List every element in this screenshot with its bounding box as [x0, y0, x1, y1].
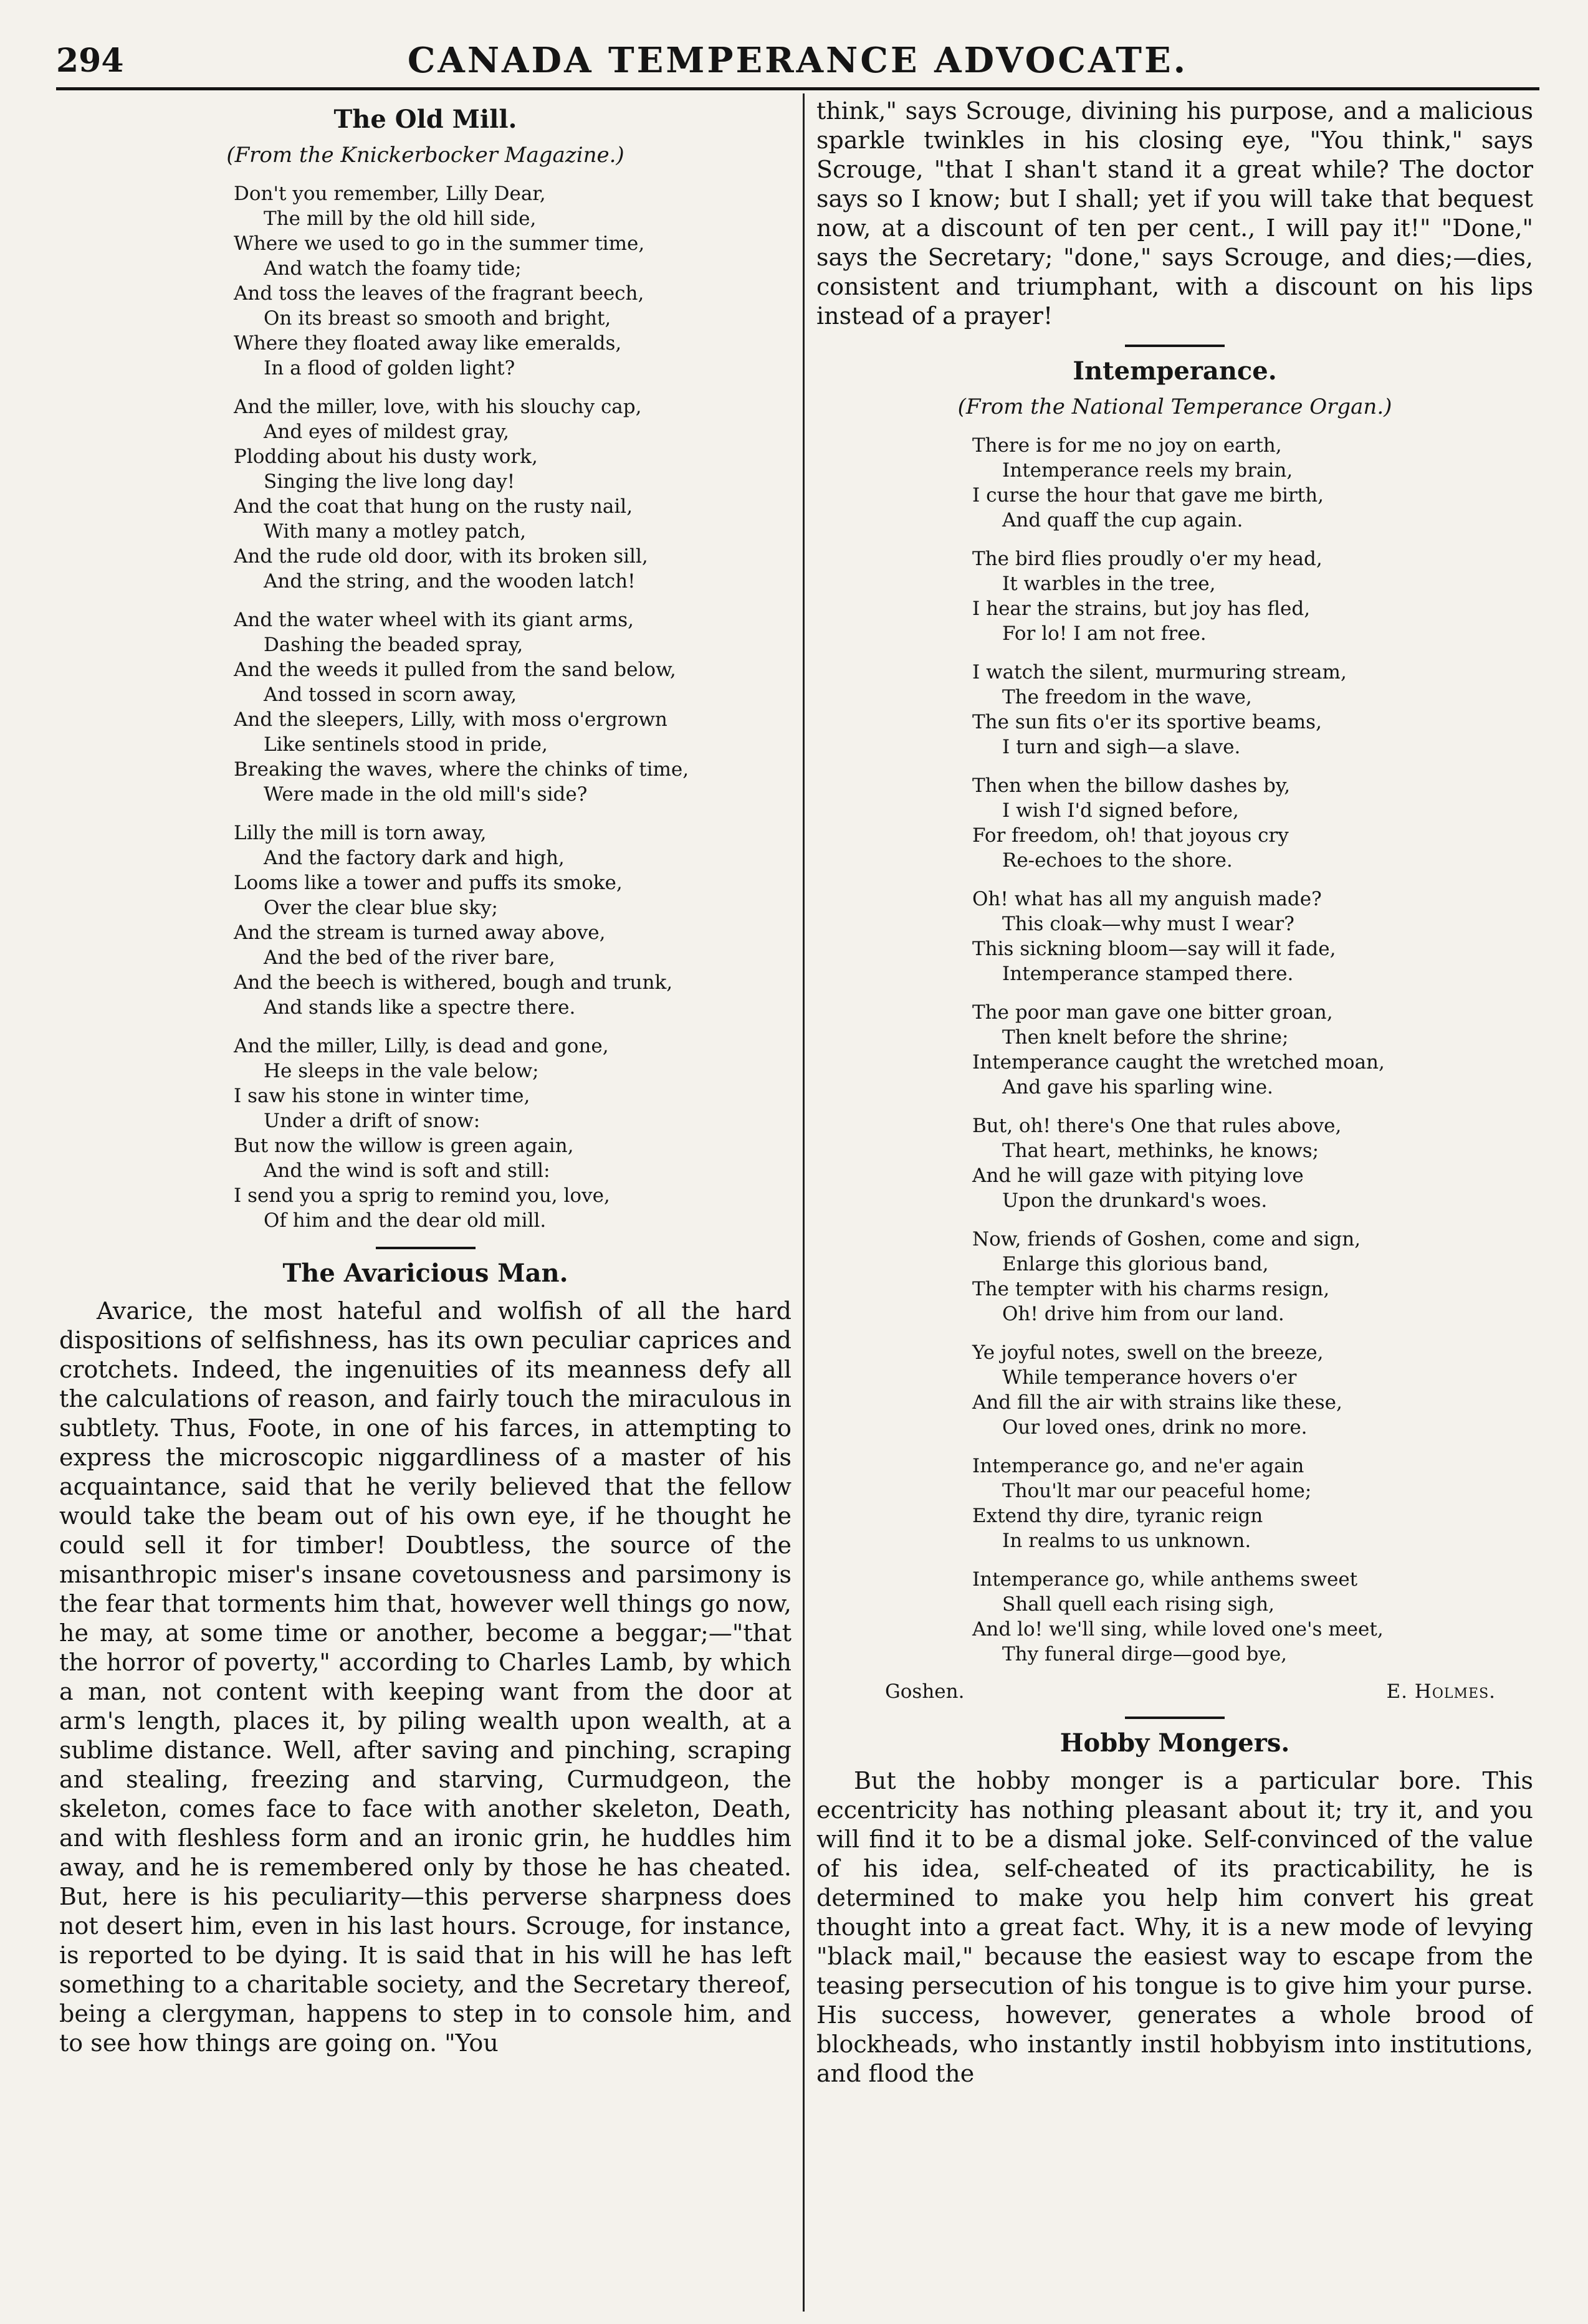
hobby-title: Hobby Mongers.	[1059, 1728, 1290, 1758]
poem-line: And the rude old door, with its broken sill,	[234, 545, 648, 568]
poem-line: Our loved ones, drink no more.	[1002, 1416, 1308, 1439]
poem-line: And gave his sparling wine.	[1002, 1076, 1273, 1098]
intemperance-title: Intemperance.	[1073, 356, 1277, 386]
old-mill-source: (From the Knickerbocker Magazine.)	[226, 143, 624, 168]
section-separator	[1125, 1717, 1225, 1719]
poem-line: Were made in the old mill's side?	[264, 783, 588, 806]
header-rule	[56, 87, 1539, 90]
poem-line: But now the willow is green again,	[234, 1135, 574, 1157]
old-mill-title: The Old Mill.	[333, 105, 517, 134]
poem-stanza	[972, 1000, 1533, 1100]
poem-line: He sleeps in the vale below;	[264, 1060, 539, 1082]
poem-line: Oh! drive him from our land.	[1002, 1303, 1284, 1325]
poem-line: Shall quell each rising sigh,	[1002, 1593, 1275, 1616]
section-separator	[1125, 345, 1225, 347]
poem-line: Of him and the dear old mill.	[264, 1209, 547, 1232]
poem-line: And the wind is soft and still:	[264, 1160, 550, 1182]
poem-stanza	[972, 660, 1533, 760]
poem-line: And the miller, Lilly, is dead and gone,	[234, 1035, 609, 1057]
poem-line: And the string, and the wooden latch!	[264, 570, 636, 593]
poem-line: It warbles in the tree,	[1002, 573, 1216, 595]
poem-line: I hear the strains, but joy has fled,	[972, 598, 1311, 620]
poem-line: And the beech is withered, bough and trunk,	[234, 971, 673, 994]
poem-line: Intemperance stamped there.	[1002, 963, 1294, 985]
poem-line: And fill the air with strains like these,	[972, 1391, 1342, 1414]
signature-place: Goshen.	[885, 1680, 965, 1703]
poem-line: The poor man gave one bitter groan,	[972, 1001, 1333, 1024]
column-divider	[803, 93, 805, 2312]
avaricious-text: Avarice, the most hateful and wolfish of all the hard dispositions of selfishness, has its own peculiar caprices and crotchets. Indeed, the ingenuities of its meanness defy all the calculations of reason, and fairly touch the miraculous in subtlety. Thus, Foote, in one of his farces, in attempting to express the microscopic niggardliness of a master of his acquaintance, said that he verily believed that the fellow would take the beam out of his own eye, if he thought he could sell it for timber! Doubtless, the source of the misanthropic miser's insane covetousness and parsimony is the fear that torments him that, however well things go now, he may, at some time or another, become a beggar;—"that the horror of poverty," according to Charles Lamb, by which a man, not content with keeping want from the door at arm's length, places it, by piling wealth upon wealth, at a sublime distance. Well, after saving and pinching, scraping and stealing, freezing and starving, Curmudgeon, the skeleton, comes face to face with another skeleton, Death, and with fleshless form and an ironic grin, he huddles him away, and he is remembered only by those he has cheated. But, here is his peculiarity—this perverse sharpness does not desert him, even in his last hours. Scrouge, for instance, is reported to be dying. It is said that in his will he has left something to a charitable society, and the Secretary thereof, being a clergyman, happens to step in to console him, and to see how things are going on. "You	[59, 1297, 792, 2057]
poem-line: Extend thy dire, tyranic reign	[972, 1505, 1263, 1527]
poem-line: Singing the live long day!	[264, 470, 515, 493]
page-number: 294	[56, 41, 124, 80]
poem-line: Intemperance caught the wretched moan,	[972, 1051, 1385, 1074]
poem-line: Intemperance go, while anthems sweet	[972, 1568, 1358, 1591]
poem-line: On its breast so smooth and bright,	[264, 307, 611, 330]
poem-stanza	[972, 1567, 1533, 1667]
poem-line: Thou'lt mar our peaceful home;	[1002, 1480, 1312, 1502]
poem-line: The sun fits o'er its sportive beams,	[972, 711, 1322, 733]
poem-stanza	[234, 607, 792, 807]
poem-line: The tempter with his charms resign,	[972, 1278, 1330, 1300]
poem-line: Now, friends of Goshen, come and sign,	[972, 1228, 1361, 1250]
poem-stanza	[234, 821, 792, 1020]
poem-line: This sickning bloom—say will it fade,	[972, 938, 1336, 960]
hobby-text: But the hobby monger is a particular bore. This eccentricity has nothing pleasant about it; try it, and you will find it to be a dismal joke. Self-convinced of the value of his idea, self-cheated of its practicability, he is determined to make you help him convert his great thought into a great fact. Why, it is a new mode of levying "black mail," because the easiest way to escape from the teasing persecution of his tongue is to give him your purse. His success, however, generates a whole brood of blockheads, who instantly instil hobbyism into institutions, and flood the	[816, 1767, 1533, 2087]
poem-line: Dashing the beaded spray,	[264, 634, 524, 656]
poem-stanza	[972, 1340, 1533, 1440]
section-separator	[376, 1247, 476, 1249]
poem-line: Where they floated away like emeralds,	[234, 332, 622, 355]
poem-line: For freedom, oh! that joyous cry	[972, 824, 1289, 847]
poem-line: Plodding about his dusty work,	[234, 445, 538, 468]
poem-stanza	[972, 1454, 1533, 1553]
poem-line: The freedom in the wave,	[1002, 686, 1252, 708]
poem-line: Under a drift of snow:	[264, 1110, 481, 1132]
poem-line: Ye joyful notes, swell on the breeze,	[972, 1341, 1324, 1364]
poem-line: The mill by the old hill side,	[264, 207, 537, 230]
intemperance-poem	[972, 433, 1533, 1667]
poem-line: And the stream is turned away above,	[234, 922, 606, 944]
right-column	[816, 97, 1533, 2308]
poem-line: Then when the billow dashes by,	[972, 774, 1291, 797]
poem-line: That heart, methinks, he knows;	[1002, 1140, 1319, 1162]
poem-line: I turn and sigh—a slave.	[1002, 736, 1241, 758]
poem-line: And eyes of mildest gray,	[264, 421, 510, 443]
poem-stanza	[972, 887, 1533, 986]
poem-line: And he will gaze with pitying love	[972, 1164, 1304, 1187]
page-header	[56, 39, 1539, 82]
poem-line: For lo! I am not free.	[1002, 622, 1207, 645]
poem-line: And the water wheel with its giant arms,	[234, 609, 634, 631]
poem-line: But, oh! there's One that rules above,	[972, 1115, 1342, 1137]
poem-line: Oh! what has all my anguish made?	[972, 888, 1322, 910]
poem-line: Don't you remember, Lilly Dear,	[234, 183, 546, 205]
intemperance-source: (From the National Temperance Organ.)	[957, 394, 1392, 419]
poem-line: Lilly the mill is torn away,	[234, 822, 487, 844]
signature-author: E. Holmes.	[1386, 1680, 1496, 1703]
poem-line: In a flood of golden light?	[264, 357, 515, 379]
poem-line: There is for me no joy on earth,	[972, 434, 1282, 457]
poem-line: Over the clear blue sky;	[264, 897, 498, 919]
poem-line: And the miller, love, with his slouchy cap,	[234, 396, 642, 418]
poem-stanza	[972, 433, 1533, 533]
poem-signature	[885, 1680, 1496, 1703]
poem-line: And lo! we'll sing, while loved one's meet,	[972, 1618, 1384, 1641]
poem-line: Where we used to go in the summer time,	[234, 232, 645, 255]
poem-line: I send you a sprig to remind you, love,	[234, 1184, 610, 1207]
avaricious-title: The Avaricious Man.	[282, 1259, 568, 1288]
poem-stanza	[972, 1227, 1533, 1326]
poem-line: Like sentinels stood in pride,	[264, 733, 548, 756]
left-column	[59, 97, 792, 2308]
old-mill-poem	[234, 181, 792, 1233]
poem-line: I watch the silent, murmuring stream,	[972, 661, 1347, 683]
poem-line: And toss the leaves of the fragrant beech,	[234, 282, 644, 305]
poem-line: Upon the drunkard's woes.	[1002, 1189, 1268, 1212]
poem-line: And the weeds it pulled from the sand below,	[234, 659, 676, 681]
poem-line: And the bed of the river bare,	[264, 946, 555, 969]
poem-stanza	[234, 394, 792, 594]
poem-line: And stands like a spectre there.	[264, 996, 576, 1019]
poem-line: I saw his stone in winter time,	[234, 1085, 530, 1107]
poem-line: While temperance hovers o'er	[1002, 1366, 1297, 1389]
avaricious-continuation: think," says Scrouge, divining his purpose, and a malicious sparkle twinkles in his closing eye, "You think," says Scrouge, "that I shan't stand it a great while? The doctor says so I know; but I shall; yet if you will take that bequest now, at a discount of ten per cent., I will pay it!" "Done," says the Secretary; "done," says Scrouge, and dies;—dies, consistent and triumphant, with a discount on his lips instead of a prayer!	[816, 97, 1533, 330]
poem-line: And quaff the cup again.	[1002, 509, 1243, 531]
poem-line: Enlarge this glorious band,	[1002, 1253, 1269, 1275]
poem-line: I wish I'd signed before,	[1002, 799, 1239, 822]
poem-line: Then knelt before the shrine;	[1002, 1026, 1289, 1049]
poem-line: Re-echoes to the shore.	[1002, 849, 1233, 872]
poem-stanza	[972, 1113, 1533, 1213]
poem-line: And watch the foamy tide;	[264, 257, 522, 280]
poem-line: And the factory dark and high,	[264, 847, 565, 869]
poem-line: With many a motley patch,	[264, 520, 527, 543]
poem-line: In realms to us unknown.	[1002, 1530, 1251, 1552]
poem-line: Thy funeral dirge—good bye,	[1002, 1643, 1288, 1665]
poem-line: I curse the hour that gave me birth,	[972, 484, 1324, 507]
masthead: CANADA TEMPERANCE ADVOCATE.	[407, 40, 1189, 81]
poem-line: This cloak—why must I wear?	[1002, 913, 1294, 935]
poem-line: Breaking the waves, where the chinks of time,	[234, 758, 689, 781]
poem-line: And the coat that hung on the rusty nail,	[234, 495, 633, 518]
poem-line: Intemperance go, and ne'er again	[972, 1455, 1304, 1477]
poem-line: Looms like a tower and puffs its smoke,	[234, 872, 623, 894]
poem-stanza	[972, 773, 1533, 873]
poem-stanza	[972, 546, 1533, 646]
poem-line: And the sleepers, Lilly, with moss o'ergrown	[234, 708, 667, 731]
poem-line: Intemperance reels my brain,	[1002, 459, 1293, 482]
poem-line: And tossed in scorn away,	[264, 683, 517, 706]
poem-stanza	[234, 181, 792, 381]
poem-line: The bird flies proudly o'er my head,	[972, 548, 1323, 570]
poem-stanza	[234, 1034, 792, 1233]
